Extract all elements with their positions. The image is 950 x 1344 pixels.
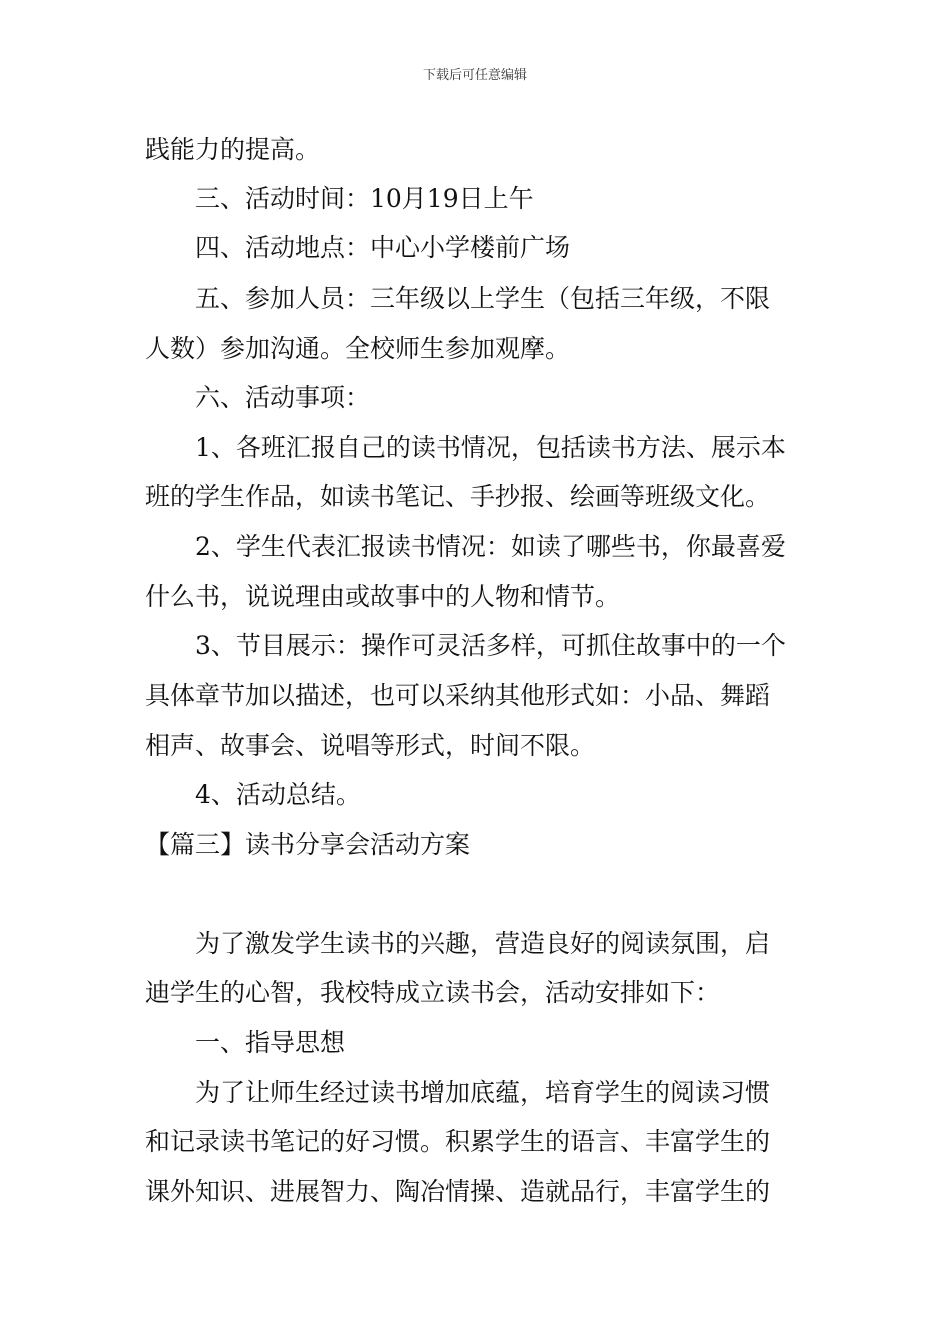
paragraph-line: 具体章节加以描述，也可以采纳其他形式如：小品、舞蹈: [145, 681, 771, 710]
paragraph-line: 1、各班汇报自己的读书情况，包括读书方法、展示本: [195, 433, 786, 462]
paragraph-line: 迪学生的心智，我校特成立读书会，活动安排如下：: [145, 978, 721, 1007]
section-heading: 【篇三】读书分享会活动方案: [145, 830, 471, 859]
paragraph-line: 什么书，说说理由或故事中的人物和情节。: [145, 582, 621, 611]
paragraph-line: 四、活动地点：中心小学楼前广场: [195, 233, 571, 262]
paragraph-line: 相声、故事会、说唱等形式，时间不限。: [145, 731, 596, 760]
paragraph-line: 五、参加人员：三年级以上学生（包括三年级，不限: [195, 284, 771, 313]
paragraph-line: 和记录读书笔记的好习惯。积累学生的语言、丰富学生的: [145, 1127, 771, 1156]
paragraph-line: 4、活动总结。: [195, 780, 361, 809]
paragraph-line: 班的学生作品，如读书笔记、手抄报、绘画等班级文化。: [145, 482, 771, 511]
paragraph-line: 三、活动时间：10月19日上午: [195, 184, 534, 213]
paragraph-line: 为了激发学生读书的兴趣，营造良好的阅读氛围，启: [195, 929, 771, 958]
paragraph-line: 课外知识、进展智力、陶冶情操、造就品行，丰富学生的: [145, 1177, 771, 1206]
paragraph-line: 2、学生代表汇报读书情况：如读了哪些书，你最喜爱: [195, 532, 786, 561]
paragraph-line: 人数）参加沟通。全校师生参加观摩。: [145, 334, 571, 363]
paragraph-line: 为了让师生经过读书增加底蕴，培育学生的阅读习惯: [195, 1078, 771, 1107]
paragraph-line: 3、节目展示：操作可灵活多样，可抓住故事中的一个: [195, 631, 786, 660]
paragraph-line: 践能力的提高。: [145, 135, 321, 164]
page-header: 下载后可任意编辑: [422, 68, 527, 83]
paragraph-line: 六、活动事项：: [195, 383, 371, 412]
subheading: 一、指导思想: [195, 1028, 346, 1057]
